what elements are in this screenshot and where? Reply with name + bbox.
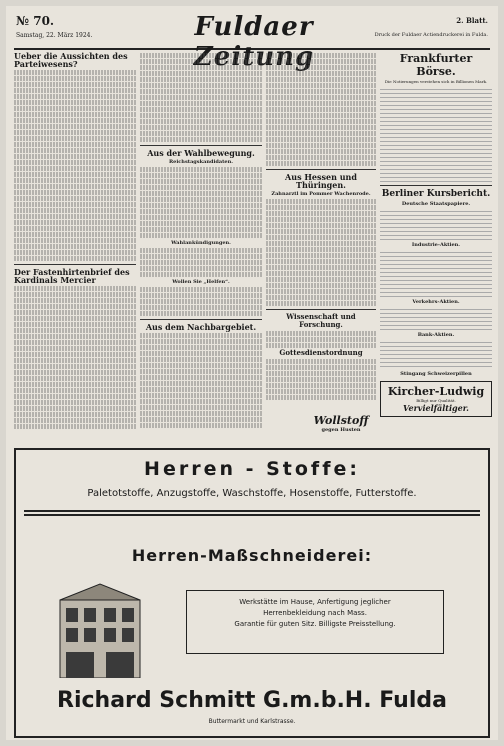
ad-box-line: Werkstätte im Hause, Anfertigung jeglicher: [239, 598, 391, 606]
newspaper-title: Fuldaer Zeitung: [193, 12, 315, 72]
column-2: [140, 52, 262, 429]
sub-heading: Wollen Sie „Helfen“.: [172, 279, 230, 285]
boerse-note: Die Notierungen verstehen sich in Billionen Mark.: [384, 79, 488, 84]
article-heading: Ueber die Aussichten des Parteiwesens?: [14, 51, 128, 69]
wollstoff-ad-name: Wollstoff: [313, 414, 369, 427]
article-heading: Gottesdienstordnung: [279, 348, 363, 357]
ad-headline-tailoring: Herren-Maßschneiderei:: [131, 546, 373, 565]
ad-divider: [24, 514, 480, 516]
article-body: [266, 199, 376, 306]
issue-number: № 70.: [16, 14, 55, 28]
kurs-table: [380, 249, 492, 297]
article-heading: Aus der Wahlbewegung.: [147, 148, 255, 158]
store-building-illustration: [56, 582, 144, 678]
column-3: [266, 52, 376, 401]
article-heading: Aus dem Nachbargebiet.: [145, 322, 257, 332]
kurs-subheading: Deutsche Staatspapiere.: [401, 201, 471, 207]
article-body: [14, 286, 136, 429]
sub-heading: Reichstagskandidaten.: [169, 159, 233, 165]
kircher-name: Kircher-Ludwig: [387, 385, 485, 398]
kircher-service: Vervielfältiger.: [403, 403, 469, 413]
column-4: [380, 52, 492, 417]
newspaper-page: [6, 6, 498, 740]
boerse-heading: Frankfurter Börse.: [399, 52, 473, 78]
ad-company-name: Richard Schmitt G.m.b.H. Fulda: [57, 688, 447, 713]
article-body: [266, 331, 376, 348]
kurs-subheading: Verkehrs-Aktien.: [412, 299, 460, 305]
kircher-tagline: Billigt nur Qualität.: [416, 398, 456, 403]
ad-workshop-box: [186, 590, 444, 654]
ad-box-line: Herrenbekleidung nach Mass.: [263, 609, 367, 617]
article-body: [14, 70, 136, 261]
ad-headline: Herren - Stoffe:: [144, 458, 360, 480]
issue-date: Samstag, 22. März 1924.: [16, 32, 93, 39]
article-heading: Der Fastenhirtenbrief des Kardinals Mercier: [14, 267, 130, 285]
article-body: [140, 248, 262, 277]
wollstoff-ad: [306, 414, 376, 434]
kurs-subheading: Industrie-Aktien.: [411, 242, 461, 248]
kurs-subheading: Bank-Aktien.: [417, 332, 455, 338]
boerse-table: [380, 86, 492, 182]
kurs-table: [380, 208, 492, 240]
wollstoff-ad-sub: gegen Husten: [321, 427, 361, 433]
article-body: [140, 287, 262, 316]
article-body: [140, 53, 262, 142]
ad-address: Buttermarkt und Karlstrasse.: [208, 718, 296, 725]
article-heading: Wissenschaft und Forschung.: [286, 312, 356, 329]
column-1: [14, 52, 136, 430]
kurs-heading: Berliner Kursbericht.: [381, 189, 491, 199]
kurs-table: [380, 306, 492, 330]
article-heading: Aus Hessen und Thüringen.: [285, 172, 357, 190]
sub-heading: Zahnarztl im Pommer Wachenrode.: [271, 191, 371, 197]
article-body: [266, 359, 376, 400]
stingang-ad: Stingang Schweizerpillen: [400, 371, 472, 377]
kircher-ad: [380, 381, 492, 417]
article-body: [140, 167, 262, 238]
schmitt-advertisement: [14, 448, 490, 738]
article-body: [140, 333, 262, 428]
printer-line: Druck der Fuldaer Actiendruckerei in Fulda.: [374, 32, 488, 38]
kurs-table: [380, 339, 492, 367]
ad-box-line: Garantie für guten Sitz. Billigste Preisstellung.: [234, 620, 396, 628]
sub-heading: Wahlankündigungen.: [171, 240, 231, 246]
article-body: [266, 53, 376, 166]
sheet-label: 2. Blatt.: [456, 16, 488, 25]
ad-divider: [24, 510, 480, 512]
ad-fabric-list: Paletotstoffe, Anzugstoffe, Waschstoffe, Hosenstoffe, Futterstoffe.: [87, 488, 417, 499]
